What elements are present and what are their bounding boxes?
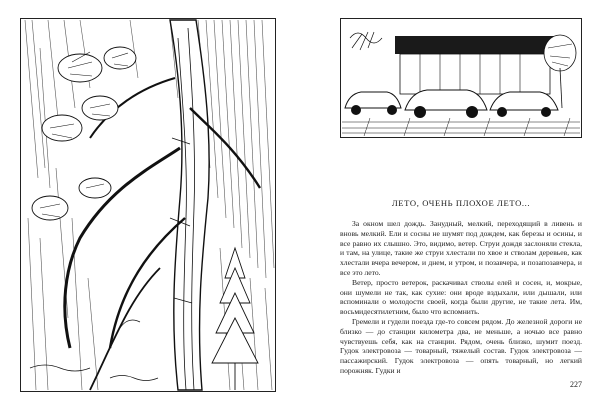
paragraph: Гремели и гудели поезда где-то совсем рядом. До железной дороги не близко — до станции километра два, не меньше, а ночью все равно чувствуешь себя, как на станции. Рядом, очень близко, шумит поезд. Гудок электровоза — товарный, тяжелый состав. Гудок электровоза — пассажирский. Гудок электровоза — опять товарный, но легкий порожняк. Гудки и bbox=[340, 316, 582, 375]
parked-cars-illustration bbox=[340, 18, 582, 138]
paragraph: За окном шел дождь. Занудный, мелкий, переходящий в ливень и вновь мелкий. Ели и сосны не шумят под дождем, как березы и осины, и все равно их слышно. Это, видимо, ветер. Струи дождя заслоняли стекла, и там, на улице, такие же струи хлестали по хвое и стволам деревьев, как хлестали вчера вечером, и днем, и утром, и позавчера, и позапозавчера, и все это лето. bbox=[340, 219, 582, 277]
paragraph: Ветер, просто ветерок, раскачивал стволы елей и сосен, и, мокрые, они шумели не так, как сухие: они вроде вздыхали, или дышали, или вспоминали о молодости своей, когда были другие, не такие лета. Им, восьмидесятилетним, было что вспомнить. bbox=[340, 277, 582, 317]
chapter-title: ЛЕТО, ОЧЕНЬ ПЛОХОЕ ЛЕТО... bbox=[391, 198, 531, 208]
body-text bbox=[340, 219, 582, 384]
trees-in-rain-illustration bbox=[20, 18, 276, 392]
page-number: 227 bbox=[570, 380, 582, 389]
right-page bbox=[300, 0, 600, 403]
